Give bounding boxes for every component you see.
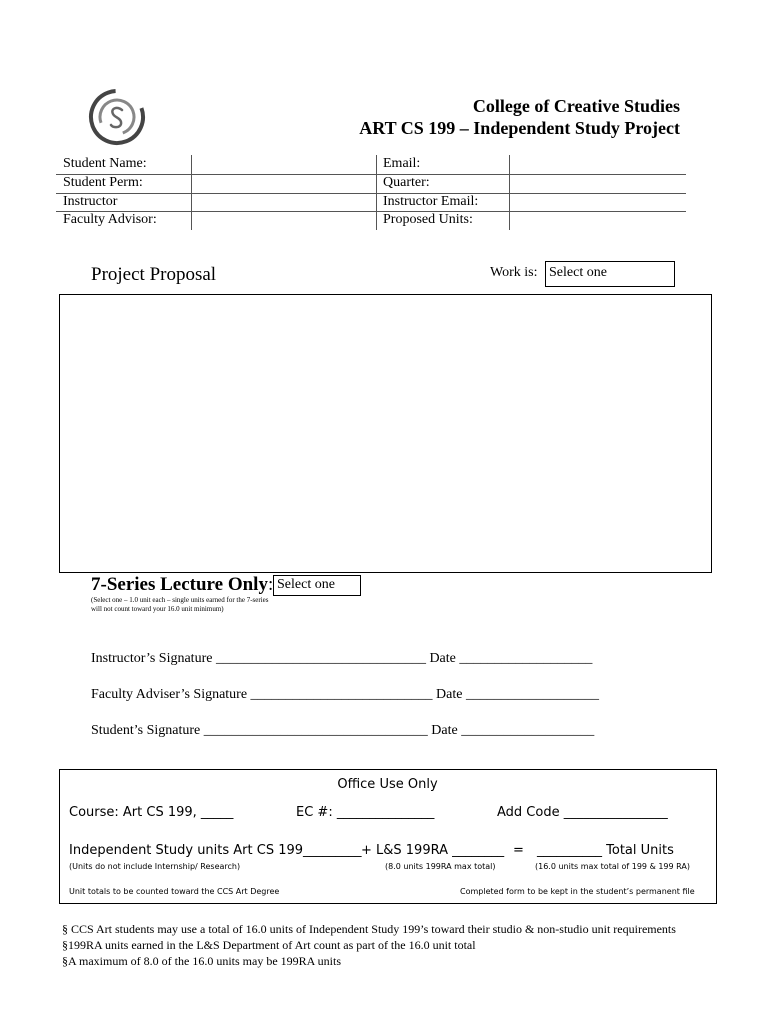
ls-units-field[interactable]: + L&S 199RA ________ bbox=[361, 843, 505, 858]
series-title: 7-Series Lecture Only bbox=[91, 574, 268, 595]
course-field[interactable]: Course: Art CS 199, _____ bbox=[69, 805, 234, 820]
ec-number-field[interactable]: EC #: _______________ bbox=[296, 805, 435, 820]
work-type-select[interactable]: Select one bbox=[545, 261, 675, 287]
footnote: § CCS Art students may use a total of 16.0 units of Independent Study 199’s toward their studio & non-studio unit requirements bbox=[62, 922, 676, 936]
student-signature-line[interactable]: Student’s Signature ________________________________ Date ___________________ bbox=[91, 723, 595, 738]
course-title: ART CS 199 – Independent Study Project bbox=[359, 118, 680, 138]
footnote: §A maximum of 8.0 of the 16.0 units may be 199RA units bbox=[62, 954, 341, 968]
footnotes bbox=[62, 921, 676, 969]
is-units-field[interactable]: Independent Study units Art CS 199_________ bbox=[69, 843, 362, 858]
instructor-field[interactable] bbox=[193, 194, 375, 210]
equals-sign: = bbox=[513, 843, 524, 858]
student-name-label: Student Name: bbox=[63, 156, 147, 171]
office-use-heading: Office Use Only bbox=[337, 777, 438, 792]
office-footer-left: Unit totals to be counted toward the CCS Art Degree bbox=[69, 887, 280, 896]
proposed-units-label: Proposed Units: bbox=[383, 212, 473, 227]
student-name-field[interactable] bbox=[193, 155, 375, 173]
work-is-label: Work is: bbox=[490, 265, 538, 280]
series-note-line: will not count toward your 16.0 unit minimum) bbox=[91, 605, 224, 613]
footnote: §199RA units earned in the L&S Department of Art count as part of the 16.0 unit total bbox=[62, 938, 476, 952]
faculty-advisor-field[interactable] bbox=[193, 212, 375, 230]
proposed-units-field[interactable] bbox=[511, 212, 685, 230]
total-units-note: (16.0 units max total of 199 & 199 RA) bbox=[535, 862, 690, 871]
quarter-label: Quarter: bbox=[383, 175, 430, 190]
project-proposal-heading: Project Proposal bbox=[91, 264, 217, 285]
ls-units-note: (8.0 units 199RA max total) bbox=[385, 862, 496, 871]
faculty-adviser-signature-line[interactable]: Faculty Adviser’s Signature __________________________ Date ___________________ bbox=[91, 687, 599, 702]
is-units-note: (Units do not include Internship/ Research) bbox=[69, 862, 241, 871]
series-heading bbox=[91, 574, 273, 596]
faculty-advisor-label: Faculty Advisor: bbox=[63, 212, 157, 227]
series-colon: : bbox=[267, 574, 274, 595]
instructor-email-label: Instructor Email: bbox=[383, 194, 479, 209]
project-proposal-textarea[interactable] bbox=[59, 294, 712, 573]
office-footer-right: Completed form to be kept in the student’s permanent file bbox=[460, 887, 695, 896]
office-use-box bbox=[59, 769, 717, 904]
student-perm-label: Student Perm: bbox=[63, 175, 143, 190]
email-label: Email: bbox=[383, 156, 421, 171]
student-info-table bbox=[56, 155, 686, 231]
add-code-field[interactable]: Add Code ________________ bbox=[497, 805, 668, 820]
instructor-label: Instructor bbox=[63, 194, 118, 209]
total-units-field[interactable]: __________ Total Units bbox=[537, 843, 674, 858]
series-note-line: (Select one – 1.0 unit each – single units earned for the 7-series bbox=[91, 596, 269, 604]
instructor-email-field[interactable] bbox=[511, 194, 685, 210]
college-title: College of Creative Studies bbox=[472, 96, 680, 116]
ccs-logo-icon bbox=[88, 88, 146, 146]
series-select[interactable]: Select one bbox=[273, 575, 361, 596]
student-perm-field[interactable] bbox=[193, 175, 375, 192]
series-note bbox=[91, 596, 331, 614]
instructor-signature-line[interactable]: Instructor’s Signature ______________________________ Date ___________________ bbox=[91, 651, 593, 666]
quarter-field[interactable] bbox=[511, 175, 685, 192]
email-field[interactable] bbox=[511, 155, 685, 173]
